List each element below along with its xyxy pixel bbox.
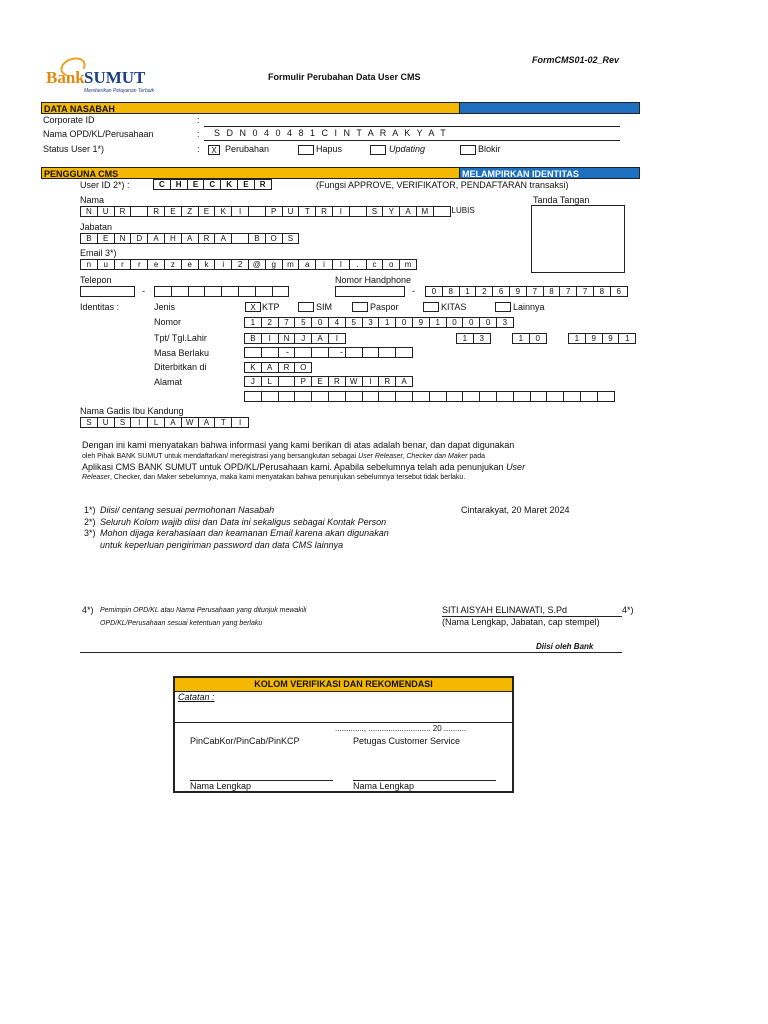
char-box[interactable]: 7 — [559, 286, 577, 297]
char-box[interactable]: 8 — [593, 286, 611, 297]
colon: : — [197, 144, 200, 154]
char-box[interactable]: 9 — [412, 317, 430, 328]
diterbitkan-label: Diterbitkan di — [154, 362, 207, 372]
note-3b-text: untuk keperluan pengiriman password dan data CMS lainnya — [100, 540, 344, 550]
jenis-sim-checkbox[interactable] — [298, 302, 314, 312]
char-box[interactable]: 0 — [529, 333, 547, 344]
jenis-sim-label: SIM — [316, 302, 333, 312]
status-hapus-label: Hapus — [316, 144, 343, 154]
corporate-id-label: Corporate ID — [43, 115, 95, 125]
alamat-boxes-2[interactable] — [244, 391, 614, 402]
char-box[interactable] — [580, 391, 598, 402]
note-1-num: 1*) — [84, 505, 96, 515]
nama-boxes[interactable] — [80, 206, 476, 217]
char-box[interactable]: P — [294, 376, 312, 387]
char-box[interactable] — [349, 206, 367, 217]
status-updating-checkbox[interactable] — [370, 145, 386, 155]
char-box[interactable]: 1 — [378, 317, 396, 328]
userid-note: (Fungsi APPROVE, VERIFIKATOR, PENDAFTARAN transaksi) — [316, 180, 569, 190]
bln-boxes[interactable] — [512, 333, 546, 344]
char-box[interactable]: J — [244, 376, 262, 387]
char-box[interactable]: 9 — [602, 333, 620, 344]
char-box[interactable]: 3 — [496, 317, 514, 328]
alamat-boxes[interactable] — [244, 376, 412, 387]
char-box[interactable]: R — [278, 362, 296, 373]
char-box[interactable]: W — [345, 376, 363, 387]
char-box[interactable]: 0 — [425, 286, 443, 297]
char-box[interactable]: S — [114, 417, 132, 428]
colon: : — [197, 115, 200, 125]
char-box[interactable] — [530, 391, 548, 402]
char-box[interactable]: 0 — [311, 317, 329, 328]
place-date: Cintarakyat, 20 Maret 2024 — [461, 505, 570, 515]
char-box[interactable]: B — [248, 233, 266, 244]
status-updating-label: Updating — [389, 144, 426, 154]
userid-boxes[interactable] — [153, 179, 271, 190]
char-box[interactable]: I — [130, 417, 148, 428]
char-box[interactable]: . — [349, 259, 367, 270]
char-box[interactable]: I — [231, 417, 249, 428]
char-box[interactable] — [294, 391, 312, 402]
char-box[interactable]: E — [311, 376, 329, 387]
char-box[interactable] — [261, 391, 279, 402]
statement-line-4b: , Checker, dan Maker sebelumnya, maka kami menyatakan bahwa penunjukan sebelumnya tersebut tidak berlaku. — [110, 474, 466, 481]
char-box[interactable]: I — [332, 206, 350, 217]
char-box[interactable]: A — [181, 233, 199, 244]
char-box[interactable]: K — [220, 179, 238, 190]
jenis-lainnya-checkbox[interactable] — [495, 302, 511, 312]
hp-dash: - — [412, 286, 415, 296]
char-box[interactable] — [446, 391, 464, 402]
colon: : — [197, 129, 200, 139]
statement-line-3 — [82, 462, 525, 472]
char-box[interactable]: I — [231, 206, 249, 217]
char-box[interactable]: 5 — [345, 317, 363, 328]
alamat-label: Alamat — [154, 377, 183, 387]
jenis-ktp-checkbox[interactable]: X — [245, 302, 261, 312]
thn-boxes[interactable] — [568, 333, 635, 344]
char-box[interactable]: C — [203, 179, 221, 190]
char-box[interactable]: I — [362, 376, 380, 387]
identitas-label: Identitas : — [80, 302, 120, 312]
char-box[interactable] — [597, 391, 615, 402]
char-box[interactable] — [238, 286, 256, 297]
char-box[interactable] — [378, 391, 396, 402]
char-box[interactable] — [278, 376, 296, 387]
char-box[interactable]: LUBIS — [451, 206, 475, 215]
signer-caption: (Nama Lengkap, Jabatan, cap stempel) — [442, 617, 600, 627]
char-box[interactable]: 2 — [261, 317, 279, 328]
char-box[interactable]: k — [198, 259, 216, 270]
char-box[interactable] — [395, 347, 413, 358]
jenis-kitas-label: KITAS — [441, 302, 467, 312]
char-box[interactable]: S — [80, 417, 98, 428]
char-box[interactable]: U — [97, 206, 115, 217]
char-box[interactable]: r — [130, 259, 148, 270]
char-box[interactable]: 0 — [462, 317, 480, 328]
char-box[interactable]: O — [265, 233, 283, 244]
bank-logo — [44, 58, 174, 98]
char-box[interactable] — [255, 286, 273, 297]
data-nasabah-header-blue — [459, 102, 640, 114]
char-box[interactable]: @ — [248, 259, 266, 270]
char-box[interactable]: A — [311, 333, 329, 344]
note-1-text: Diisi/ centang sesuai permohonan Nasabah — [100, 505, 275, 515]
jabatan-label: Jabatan — [80, 222, 113, 232]
char-box[interactable]: R — [198, 233, 216, 244]
opd-value[interactable]: S D N 0 4 0 4 8 1 C I N T A R A K Y A T — [214, 128, 448, 138]
logo-sumut-text: SUMUT — [84, 68, 146, 87]
char-box[interactable]: A — [261, 362, 279, 373]
char-box[interactable] — [362, 347, 380, 358]
diisi-bank: Diisi oleh Bank — [536, 642, 594, 651]
char-box[interactable]: N — [278, 333, 296, 344]
char-box[interactable] — [496, 391, 514, 402]
bank-divider — [80, 652, 622, 653]
char-box[interactable]: 9 — [585, 333, 603, 344]
tempat-boxes[interactable] — [244, 333, 345, 344]
char-box[interactable]: P — [265, 206, 283, 217]
char-box[interactable]: 0 — [395, 317, 413, 328]
tgl-boxes[interactable] — [456, 333, 490, 344]
statement-line-2b: User Releaser, Checker dan Maker — [358, 453, 468, 460]
status-perubahan-label: Perubahan — [225, 144, 270, 154]
corporate-id-field[interactable] — [204, 126, 620, 127]
char-box[interactable]: U — [97, 417, 115, 428]
char-box[interactable] — [278, 391, 296, 402]
telepon-dash: - — [142, 286, 145, 296]
telepon-boxes[interactable] — [154, 286, 288, 297]
logo-bank-text: Bank — [46, 68, 85, 87]
char-box[interactable]: O — [294, 362, 312, 373]
data-nasabah-header: DATA NASABAH — [41, 102, 461, 114]
jenis-lainnya-label: Lainnya — [513, 302, 545, 312]
char-box[interactable]: e — [147, 259, 165, 270]
userid-label: User ID 2*) : — [80, 180, 130, 190]
char-box[interactable]: 1 — [459, 286, 477, 297]
char-box[interactable]: a — [298, 259, 316, 270]
tanda-tangan-label: Tanda Tangan — [533, 195, 590, 205]
right-signer-title: Petugas Customer Service — [353, 736, 461, 746]
masa-dash-1: - — [286, 347, 289, 357]
char-box[interactable] — [130, 206, 148, 217]
char-box[interactable] — [244, 347, 262, 358]
note-2-num: 2*) — [84, 517, 96, 527]
char-box[interactable]: e — [181, 259, 199, 270]
char-box[interactable]: A — [164, 417, 182, 428]
statement-line-3a: Aplikasi CMS BANK SUMUT untuk OPD/KL/Perusahaan kami. Apabila sebelumnya telah ada penunjukan — [82, 462, 507, 472]
form-code: FormCMS01-02_Rev — [532, 55, 620, 65]
char-box[interactable]: S — [282, 233, 300, 244]
char-box[interactable]: 1 — [512, 333, 530, 344]
char-box[interactable]: B — [244, 333, 262, 344]
status-perubahan-checkbox[interactable]: X — [208, 145, 220, 155]
char-box[interactable] — [479, 391, 497, 402]
char-box[interactable]: L — [261, 376, 279, 387]
jenis-paspor-label: Paspor — [370, 302, 399, 312]
jenis-label: Jenis — [154, 302, 176, 312]
verification-divider — [175, 722, 512, 723]
char-box[interactable] — [513, 391, 531, 402]
note-2-text: Seluruh Kolom wajib diisi dan Data ini sekaligus sebagai Kontak Person — [100, 517, 387, 527]
jenis-paspor-checkbox[interactable] — [352, 302, 368, 312]
char-box[interactable]: K — [244, 362, 262, 373]
char-box[interactable]: R — [315, 206, 333, 217]
statement-line-4 — [82, 474, 465, 481]
char-box[interactable]: u — [97, 259, 115, 270]
char-box[interactable]: D — [130, 233, 148, 244]
char-box[interactable]: 5 — [294, 317, 312, 328]
char-box[interactable]: R — [114, 206, 132, 217]
char-box[interactable]: 1 — [568, 333, 586, 344]
char-box[interactable] — [231, 233, 249, 244]
left-name-label: Nama Lengkap — [190, 781, 252, 791]
char-box[interactable]: 6 — [492, 286, 510, 297]
statement-line-2 — [82, 453, 485, 460]
char-box[interactable] — [395, 391, 413, 402]
char-box[interactable]: A — [147, 233, 165, 244]
char-box[interactable]: T — [214, 417, 232, 428]
char-box[interactable]: Y — [382, 206, 400, 217]
char-box[interactable]: g — [265, 259, 283, 270]
char-box[interactable]: 9 — [509, 286, 527, 297]
opd-underline — [204, 140, 620, 141]
char-box[interactable] — [311, 391, 329, 402]
char-box[interactable] — [272, 286, 290, 297]
char-box[interactable]: 6 — [610, 286, 628, 297]
char-box[interactable]: i — [315, 259, 333, 270]
char-box[interactable]: R — [147, 206, 165, 217]
char-box[interactable]: A — [198, 417, 216, 428]
masa-boxes[interactable] — [244, 347, 412, 358]
identitas-header: MELAMPIRKAN IDENTITAS — [459, 167, 640, 179]
char-box[interactable]: 7 — [278, 317, 296, 328]
char-box[interactable]: m — [282, 259, 300, 270]
nomor-label: Nomor — [154, 317, 182, 327]
char-box[interactable]: N — [80, 206, 98, 217]
jabatan-boxes[interactable] — [80, 233, 298, 244]
email-label: Email 3*) — [80, 248, 117, 258]
status-blokir-checkbox[interactable] — [460, 145, 476, 155]
char-box[interactable]: 3 — [473, 333, 491, 344]
status-label: Status User 1*) — [43, 144, 105, 154]
char-box[interactable]: H — [170, 179, 188, 190]
note-4-num: 4*) — [82, 605, 94, 615]
char-box[interactable]: 2 — [475, 286, 493, 297]
note-4-line-2: OPD/KL/Perusahaan sesuai ketentuan yang berlaku — [100, 620, 263, 627]
char-box[interactable]: E — [164, 206, 182, 217]
char-box[interactable]: K — [214, 206, 232, 217]
char-box[interactable]: R — [378, 376, 396, 387]
char-box[interactable] — [154, 286, 172, 297]
char-box[interactable] — [462, 391, 480, 402]
char-box[interactable]: N — [114, 233, 132, 244]
char-box[interactable]: R — [328, 376, 346, 387]
jenis-kitas-checkbox[interactable] — [423, 302, 439, 312]
status-blokir-label: Blokir — [478, 144, 501, 154]
char-box[interactable] — [563, 391, 581, 402]
hp-boxes[interactable] — [425, 286, 627, 297]
char-box[interactable]: E — [237, 179, 255, 190]
char-box[interactable] — [546, 391, 564, 402]
char-box[interactable] — [429, 391, 447, 402]
logo-tagline: Memberikan Pelayanan Terbaik — [84, 88, 155, 94]
char-box[interactable]: C — [153, 179, 171, 190]
char-box[interactable]: J — [294, 333, 312, 344]
opd-label: Nama OPD/KL/Perusahaan — [43, 129, 154, 139]
char-box[interactable] — [362, 391, 380, 402]
char-box[interactable]: U — [282, 206, 300, 217]
char-box[interactable]: 1 — [618, 333, 636, 344]
verification-date-line: ............., ............................ 20 .......... — [335, 724, 467, 733]
char-box[interactable]: E — [198, 206, 216, 217]
char-box[interactable]: 4 — [328, 317, 346, 328]
char-box[interactable]: 1 — [244, 317, 262, 328]
char-box[interactable] — [378, 347, 396, 358]
char-box[interactable] — [412, 391, 430, 402]
pengguna-header: PENGGUNA CMS — [41, 167, 461, 179]
char-box[interactable]: l — [332, 259, 350, 270]
signer-name: SITI AISYAH ELINAWATI, S.Pd — [442, 605, 568, 615]
verification-header: KOLOM VERIFIKASI DAN REKOMENDASI — [175, 678, 512, 692]
note-4-line-1: Pemimpin OPD/KL atau Nama Perusahaan yang ditunjuk mewakili — [100, 607, 307, 614]
masa-dash-2: - — [340, 347, 343, 357]
char-box[interactable] — [345, 391, 363, 402]
char-box[interactable] — [345, 347, 363, 358]
signature-box[interactable] — [531, 205, 625, 273]
form-title: Formulir Perubahan Data User CMS — [268, 72, 421, 82]
signer-ref: 4*) — [622, 605, 634, 615]
hp-label: Nomor Handphone — [335, 275, 412, 285]
char-box[interactable]: m — [399, 259, 417, 270]
char-box[interactable] — [244, 391, 262, 402]
char-box[interactable] — [188, 286, 206, 297]
masa-label: Masa Berlaku — [154, 348, 210, 358]
char-box[interactable]: 1 — [456, 333, 474, 344]
char-box[interactable] — [171, 286, 189, 297]
char-box[interactable] — [261, 347, 279, 358]
diterbitkan-boxes[interactable] — [244, 362, 311, 373]
status-hapus-checkbox[interactable] — [298, 145, 314, 155]
char-box[interactable] — [311, 347, 329, 358]
ibu-boxes[interactable] — [80, 417, 248, 428]
char-box[interactable] — [204, 286, 222, 297]
statement-line-2c: pada — [467, 453, 485, 460]
char-box[interactable]: I — [328, 333, 346, 344]
nomor-boxes[interactable] — [244, 317, 513, 328]
statement-line-4a: Releaser — [82, 474, 111, 481]
telepon-area-box[interactable] — [80, 286, 135, 297]
char-box[interactable]: 7 — [576, 286, 594, 297]
email-boxes[interactable] — [80, 259, 416, 270]
catatan-label: Catatan : — [178, 692, 215, 702]
char-box[interactable]: 3 — [362, 317, 380, 328]
char-box[interactable]: 0 — [479, 317, 497, 328]
char-box[interactable]: H — [164, 233, 182, 244]
char-box[interactable]: B — [80, 233, 98, 244]
char-box[interactable]: I — [261, 333, 279, 344]
char-box[interactable]: S — [366, 206, 384, 217]
char-box[interactable] — [328, 391, 346, 402]
char-box[interactable]: L — [147, 417, 165, 428]
char-box[interactable]: 7 — [526, 286, 544, 297]
char-box[interactable]: Z — [181, 206, 199, 217]
char-box[interactable]: W — [181, 417, 199, 428]
right-name-label: Nama Lengkap — [353, 781, 415, 791]
ibu-label: Nama Gadis Ibu Kandung — [80, 406, 184, 416]
char-box[interactable]: 8 — [543, 286, 561, 297]
char-box[interactable]: E — [97, 233, 115, 244]
jenis-ktp-label: KTP — [262, 302, 280, 312]
char-box[interactable]: 2 — [231, 259, 249, 270]
char-box[interactable]: z — [164, 259, 182, 270]
char-box[interactable]: M — [416, 206, 434, 217]
char-box[interactable]: E — [187, 179, 205, 190]
char-box[interactable] — [221, 286, 239, 297]
hp-prefix-box[interactable] — [335, 286, 405, 297]
statement-line-3b: User — [506, 462, 526, 472]
telepon-label: Telepon — [80, 275, 112, 285]
char-box[interactable]: 1 — [429, 317, 447, 328]
char-box[interactable]: 0 — [446, 317, 464, 328]
char-box[interactable] — [328, 347, 346, 358]
verification-box — [173, 676, 514, 793]
statement-line-1: Dengan ini kami menyatakan bahwa informasi yang kami berikan di atas adalah benar, dan dapat digunakan — [82, 440, 515, 450]
char-box[interactable]: 8 — [442, 286, 460, 297]
char-box[interactable]: A — [395, 376, 413, 387]
char-box[interactable]: T — [298, 206, 316, 217]
ttl-label: Tpt/ Tgl.Lahir — [154, 333, 207, 343]
char-box[interactable]: c — [366, 259, 384, 270]
note-3-num: 3*) — [84, 528, 96, 538]
char-box[interactable] — [433, 206, 451, 217]
nama-label: Nama — [80, 195, 105, 205]
char-box[interactable]: o — [382, 259, 400, 270]
char-box[interactable] — [248, 206, 266, 217]
char-box[interactable]: i — [214, 259, 232, 270]
char-box[interactable]: r — [114, 259, 132, 270]
char-box[interactable]: A — [214, 233, 232, 244]
char-box[interactable]: R — [254, 179, 272, 190]
left-signer-title: PinCabKor/PinCab/PinKCP — [190, 736, 300, 746]
char-box[interactable]: n — [80, 259, 98, 270]
statement-line-2a: oleh Pihak BANK SUMUT untuk mendaftarkan/ meregistrasi yang bersangkutan sebagai — [82, 453, 359, 460]
char-box[interactable] — [294, 347, 312, 358]
note-3-text: Mohon dijaga kerahasiaan dan keamanan Email karena akan digunakan — [100, 528, 389, 538]
char-box[interactable]: A — [399, 206, 417, 217]
